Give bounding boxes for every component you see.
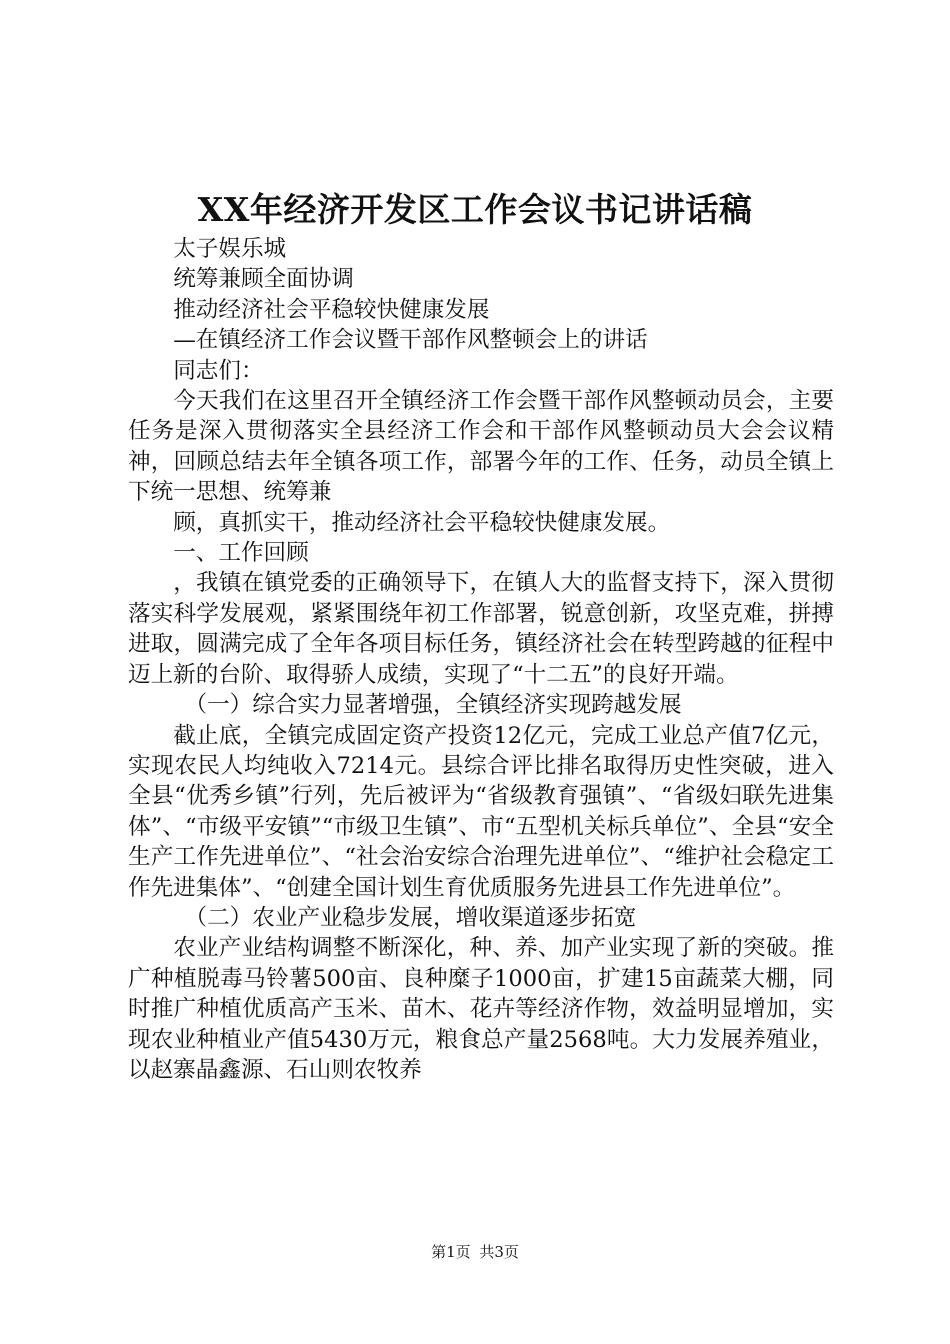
section-heading: 一、工作回顾 (173, 540, 309, 567)
paragraph: 推动经济社会平稳较快健康发展 (173, 296, 490, 323)
paragraph: 太子娱乐城 (173, 236, 287, 262)
salutation: 同志们： (173, 357, 264, 384)
paragraph: 农业产业结构调整不断深化，种、养、加产业实现了新的突破。推广种植脱毒马铃薯500亩、良种糜子1000亩，扩建15亩蔬菜大棚，同时推广种植优质高产玉米、苗木、花卉等经济作物，效益明显增加，实现农业种植业产值5430万元，粮食总产量2568吨。大力发展养殖业，以赵寨晶鑫源、石山则农牧养 (128, 935, 834, 1083)
page-number: 第1页 (431, 1243, 471, 1261)
paragraph: ，我镇在镇党委的正确领导下，在镇人大的监督支持下，深入贯彻落实科学发展观，紧紧围绕年初工作部署，锐意创新，攻坚克难，拼搏进取，圆满完成了全年各项目标任务，镇经济社会在转型跨越的征程中迈上新的台阶、取得骄人成绩，实现了“十二五”的良好开端。 (128, 570, 834, 688)
page-footer (0, 1242, 950, 1262)
subtitle-line: —在镇经济工作会议暨干部作风整顿会上的讲话 (173, 327, 648, 354)
subsection-heading: （二）农业产业稳步发展，增收渠道逐步拓宽 (184, 904, 637, 931)
paragraph: 今天我们在这里召开全镇经济工作会暨干部作风整顿动员会，主要任务是深入贯彻落实全县经济工作会和干部作风整顿动员大会会议精神，回顾总结去年全镇各项工作，部署今年的工作、任务，动员全镇上下统一思想、统筹兼 (128, 388, 834, 506)
page-total: 共3页 (479, 1243, 519, 1261)
document-title: XX年经济开发区工作会议书记讲话稿 (197, 190, 753, 229)
subsection-heading: （一）综合实力显著增强，全镇经济实现跨越发展 (184, 692, 682, 719)
paragraph: 统筹兼顾全面协调 (173, 266, 354, 293)
paragraph: 截止底，全镇完成固定资产投资12亿元，完成工业总产值7亿元，实现农民人均纯收入7214元。县综合评比排名取得历史性突破，进入全县“优秀乡镇”行列，先后被评为“省级教育强镇”、“省级妇联先进集体”、“市级平安镇”“市级卫生镇”、市“五型机关标兵单位”、全县“安全生产工作先进单位”、“社会治安综合治理先进单位”、“维护社会稳定工作先进集体”、“创建全国计划生育优质服务先进县工作先进单位”。 (128, 722, 834, 901)
document-body (128, 234, 834, 1085)
paragraph: 顾，真抓实干，推动经济社会平稳较快健康发展。 (173, 509, 671, 536)
